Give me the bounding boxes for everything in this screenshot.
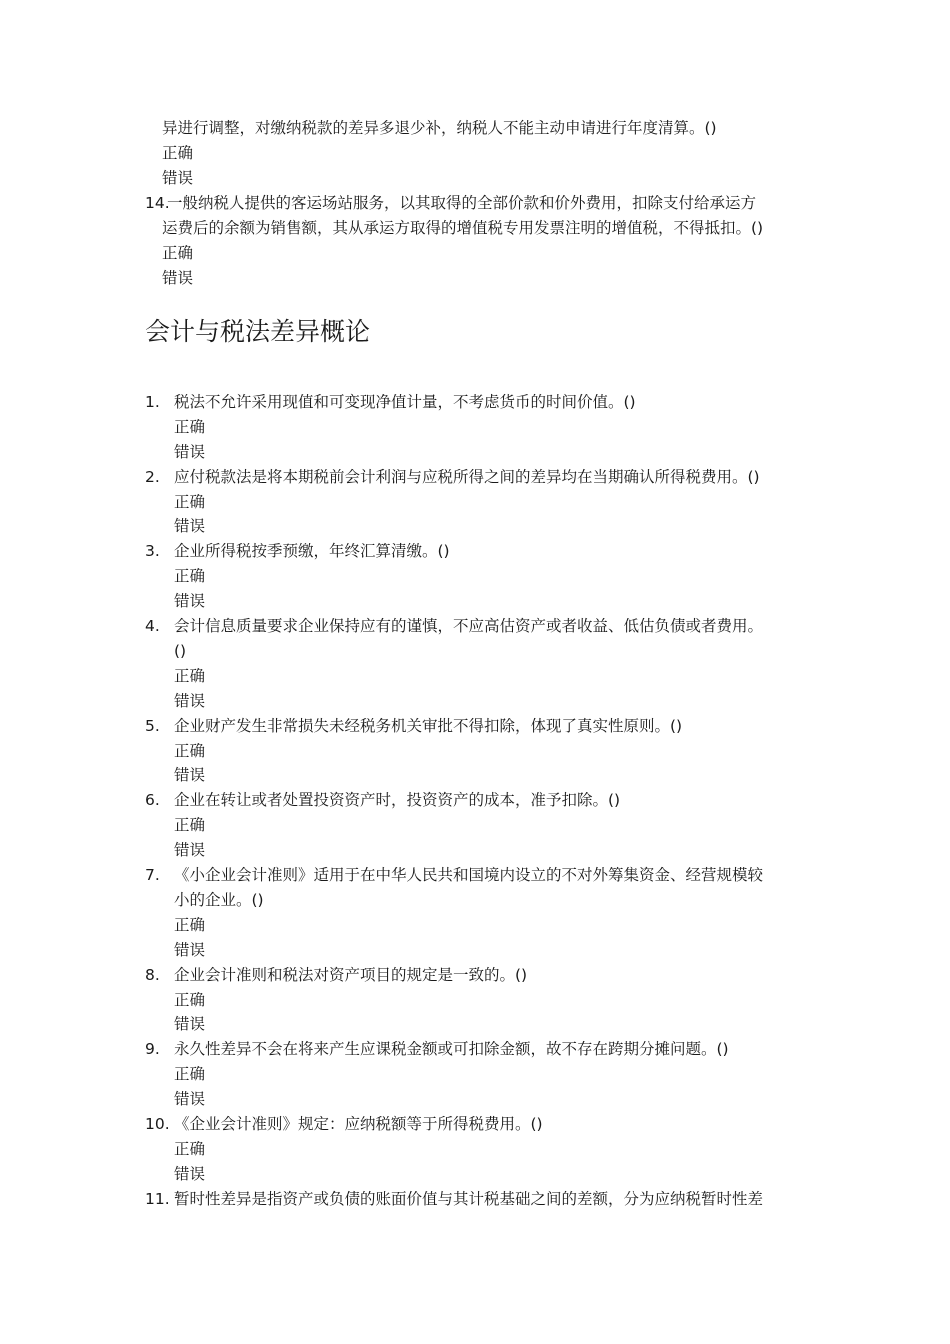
q13-option-true: 正确 — [162, 144, 194, 162]
q14-text-line2: 运费后的余额为销售额，其从承运方取得的增值税专用发票注明的增值税，不得抵扣。() — [162, 219, 764, 237]
question-text-line: 税法不允许采用现值和可变现净值计量，不考虑货币的时间价值。() — [174, 393, 636, 411]
option-false: 错误 — [174, 592, 206, 610]
option-false: 错误 — [174, 443, 206, 461]
option-true: 正确 — [174, 567, 206, 585]
question-number: 7. — [145, 866, 160, 884]
option-true: 正确 — [174, 1140, 206, 1158]
q14-option-false: 错误 — [162, 269, 194, 287]
question-text-line: 会计信息质量要求企业保持应有的谨慎，不应高估资产或者收益、低估负债或者费用。 — [174, 617, 764, 635]
question-number: 5. — [145, 717, 160, 735]
question-number: 6. — [145, 791, 160, 809]
option-true: 正确 — [174, 991, 206, 1009]
question-number: 10. — [145, 1115, 170, 1133]
option-false: 错误 — [174, 1165, 206, 1183]
option-true: 正确 — [174, 816, 206, 834]
option-false: 错误 — [174, 692, 206, 710]
option-false: 错误 — [174, 1090, 206, 1108]
option-false: 错误 — [174, 517, 206, 535]
question-text-line: 永久性差异不会在将来产生应课税金额或可扣除金额，故不存在跨期分摊问题。() — [174, 1040, 729, 1058]
option-false: 错误 — [174, 941, 206, 959]
option-false: 错误 — [174, 1015, 206, 1033]
option-true: 正确 — [174, 742, 206, 760]
option-true: 正确 — [174, 667, 206, 685]
question-number: 4. — [145, 617, 160, 635]
question-text-line: 企业财产发生非常损失未经税务机关审批不得扣除，体现了真实性原则。() — [174, 717, 683, 735]
section-title: 会计与税法差异概论 — [145, 317, 371, 346]
question-number: 1. — [145, 393, 160, 411]
question-number: 8. — [145, 966, 160, 984]
question-text-line: 企业会计准则和税法对资产项目的规定是一致的。() — [174, 966, 528, 984]
question-text-line: 《小企业会计准则》适用于在中华人民共和国境内设立的不对外筹集资金、经营规模较 — [174, 866, 764, 884]
q14-text-line1: 一般纳税人提供的客运场站服务，以其取得的全部价款和价外费用，扣除支付给承运方 — [167, 194, 757, 212]
question-text-line: 《企业会计准则》规定：应纳税额等于所得税费用。() — [174, 1115, 543, 1133]
option-true: 正确 — [174, 493, 206, 511]
question-text-line: 小的企业。() — [174, 891, 264, 909]
question-text-line: 企业所得税按季预缴，年终汇算清缴。() — [174, 542, 450, 560]
q14-option-true: 正确 — [162, 244, 194, 262]
question-number: 2. — [145, 468, 160, 486]
question-number: 9. — [145, 1040, 160, 1058]
question-number: 3. — [145, 542, 160, 560]
option-false: 错误 — [174, 766, 206, 784]
question-text-line: 应付税款法是将本期税前会计利润与应税所得之间的差异均在当期确认所得税费用。() — [174, 468, 760, 486]
q14-number: 14. — [145, 194, 170, 212]
question-text-line: 暂时性差异是指资产或负债的账面价值与其计税基础之间的差额，分为应纳税暂时性差 — [174, 1190, 764, 1208]
q13-option-false: 错误 — [162, 169, 194, 187]
option-true: 正确 — [174, 916, 206, 934]
option-false: 错误 — [174, 841, 206, 859]
question-number: 11. — [145, 1190, 170, 1208]
question-text-line: () — [174, 642, 187, 660]
q13-text-tail: 异进行调整，对缴纳税款的差异多退少补，纳税人不能主动申请进行年度清算。() — [162, 119, 717, 137]
option-true: 正确 — [174, 418, 206, 436]
question-text-line: 企业在转让或者处置投资资产时，投资资产的成本，准予扣除。() — [174, 791, 621, 809]
option-true: 正确 — [174, 1065, 206, 1083]
